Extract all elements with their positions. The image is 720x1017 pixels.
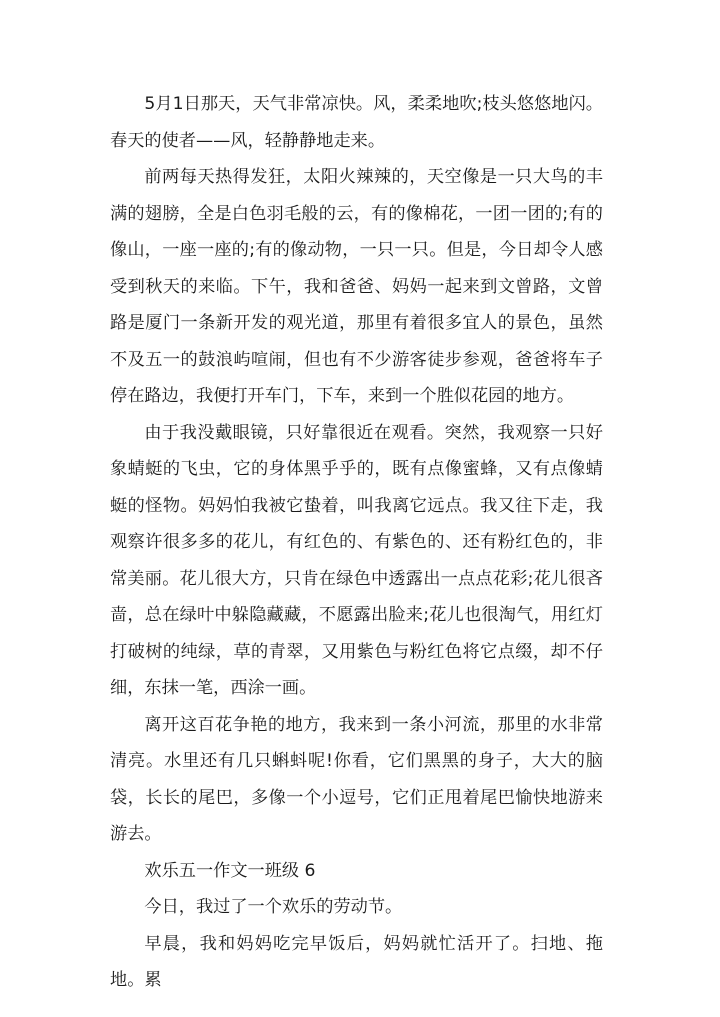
paragraph-morning: 早晨，我和妈妈吃完早饭后，妈妈就忙活开了。扫地、拖地。累	[110, 933, 603, 990]
paragraph-river: 离开这百花争艳的地方，我来到一条小河流，那里的水非常清亮。水里还有几只蝌蚪呢!你看，它们黑黑的身子，大大的脑袋，长长的尾巴，多像一个小逗号，它们正甩着尾巴愉快地游来游去。	[110, 714, 603, 844]
section-heading: 欢乐五一作文一班级 6	[144, 860, 316, 881]
paragraph-afternoon-trip: 前两每天热得发狂，太阳火辣辣的，天空像是一只大鸟的丰满的翅膀，全是白色羽毛般的云，有的像棉花，一团一团的;有的像山，一座一座的;有的像动物，一只一只。但是，今日却令人感受到秋天的来临。下午，我和爸爸、妈妈一起来到文曾路，文曾路是厦门一条新开发的观光道，那里有着很多宜人的景色，虽然不及五一的鼓浪屿喧闹，但也有不少游客徒步参观，爸爸将车子停在路边，我便打开车门，下车，来到一个胜似花园的地方。	[110, 167, 603, 406]
paragraph-weather: 5月1日那天，天气非常凉快。风，柔柔地吹;枝头悠悠地闪。春天的使者——风，轻静静地走来。	[110, 94, 603, 151]
document-page	[110, 86, 603, 999]
paragraph-labor-day: 今日，我过了一个欢乐的劳动节。	[144, 897, 403, 917]
paragraph-flowers: 由于我没戴眼镜，只好靠很近在观看。突然，我观察一只好象蜻蜓的飞虫，它的身体黑乎乎的，既有点像蜜蜂，又有点像蜻蜓的怪物。妈妈怕我被它蛰着，叫我离它远点。我又往下走，我观察许很多多的花儿，有红色的、有紫色的、还有粉红色的，非常美丽。花儿很大方，只肯在绿色中透露出一点点花彩;花儿很吝啬，总在绿叶中躲隐藏藏，不愿露出脸来;花儿也很淘气，用红灯打破树的纯绿，草的青翠，又用紫色与粉红色将它点缀，却不仔细，东抹一笔，西涂一画。	[110, 422, 603, 698]
